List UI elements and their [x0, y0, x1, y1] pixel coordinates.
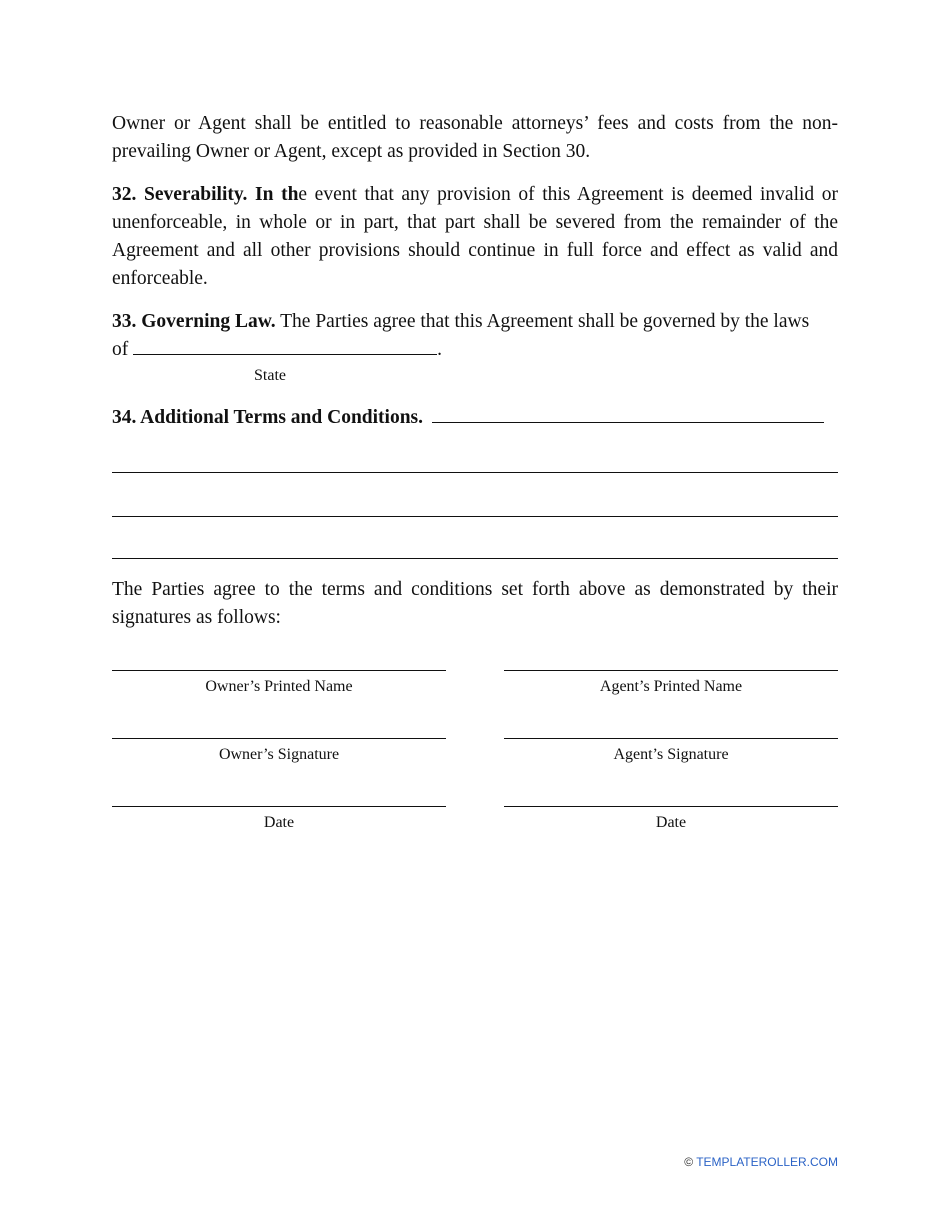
additional-terms-field-line-1[interactable] [432, 404, 824, 423]
owner-printed-name-caption: Owner’s Printed Name [205, 678, 353, 695]
additional-terms-field-line-4[interactable] [112, 558, 838, 559]
governing-law-suffix: . [437, 339, 442, 360]
state-input-field[interactable] [133, 336, 437, 355]
section-34-additional-terms [112, 404, 838, 432]
additional-terms-field-line-2[interactable] [112, 472, 838, 473]
agent-printed-name-line[interactable] [504, 670, 838, 671]
agent-date-line[interactable] [504, 806, 838, 807]
section-32-bold-fragment: In th [247, 184, 299, 205]
agent-printed-name-caption: Agent’s Printed Name [599, 678, 743, 695]
governing-law-prefix: of [112, 339, 134, 360]
section-32-text: e event that any provision of this Agreement is deemed invalid or unenforceable, in whole or in part, that part shall be severed from the remainder of the Agreement and all other provisions should continue in full force and effect as valid and enforceable. [112, 184, 838, 289]
owner-date-caption: Date [263, 814, 295, 831]
section-33-governing-law [112, 308, 838, 336]
owner-signature-line[interactable] [112, 738, 446, 739]
additional-terms-field-line-3[interactable] [112, 516, 838, 517]
section-34-heading: 34. Additional Terms and Conditions. [112, 407, 424, 428]
agent-signature-line[interactable] [504, 738, 838, 739]
owner-date-line[interactable] [112, 806, 446, 807]
copyright-symbol: © [684, 1155, 697, 1169]
footer-copyright [684, 1155, 838, 1169]
owner-signature-caption: Owner’s Signature [218, 746, 340, 763]
agent-date-caption: Date [655, 814, 687, 831]
section-33-text: The Parties agree that this Agreement shall be governed by the laws [275, 311, 810, 332]
intro-paragraph: Owner or Agent shall be entitled to reasonable attorneys’ fees and costs from the non-prevailing Owner or Agent, except as provided in Section 30. [112, 113, 838, 162]
section-32-severability [112, 181, 838, 293]
section-32-heading: 32. Severability. [112, 184, 248, 205]
section-33-heading: 33. Governing Law. [112, 311, 276, 332]
governing-law-state-line [112, 336, 838, 364]
closing-paragraph: The Parties agree to the terms and conditions set forth above as demonstrated by their signatures as follows: [112, 579, 838, 628]
owner-printed-name-line[interactable] [112, 670, 446, 671]
templateroller-link[interactable]: TEMPLATEROLLER.COM [696, 1155, 838, 1169]
state-caption: State [254, 367, 286, 384]
agent-signature-caption: Agent’s Signature [613, 746, 729, 763]
